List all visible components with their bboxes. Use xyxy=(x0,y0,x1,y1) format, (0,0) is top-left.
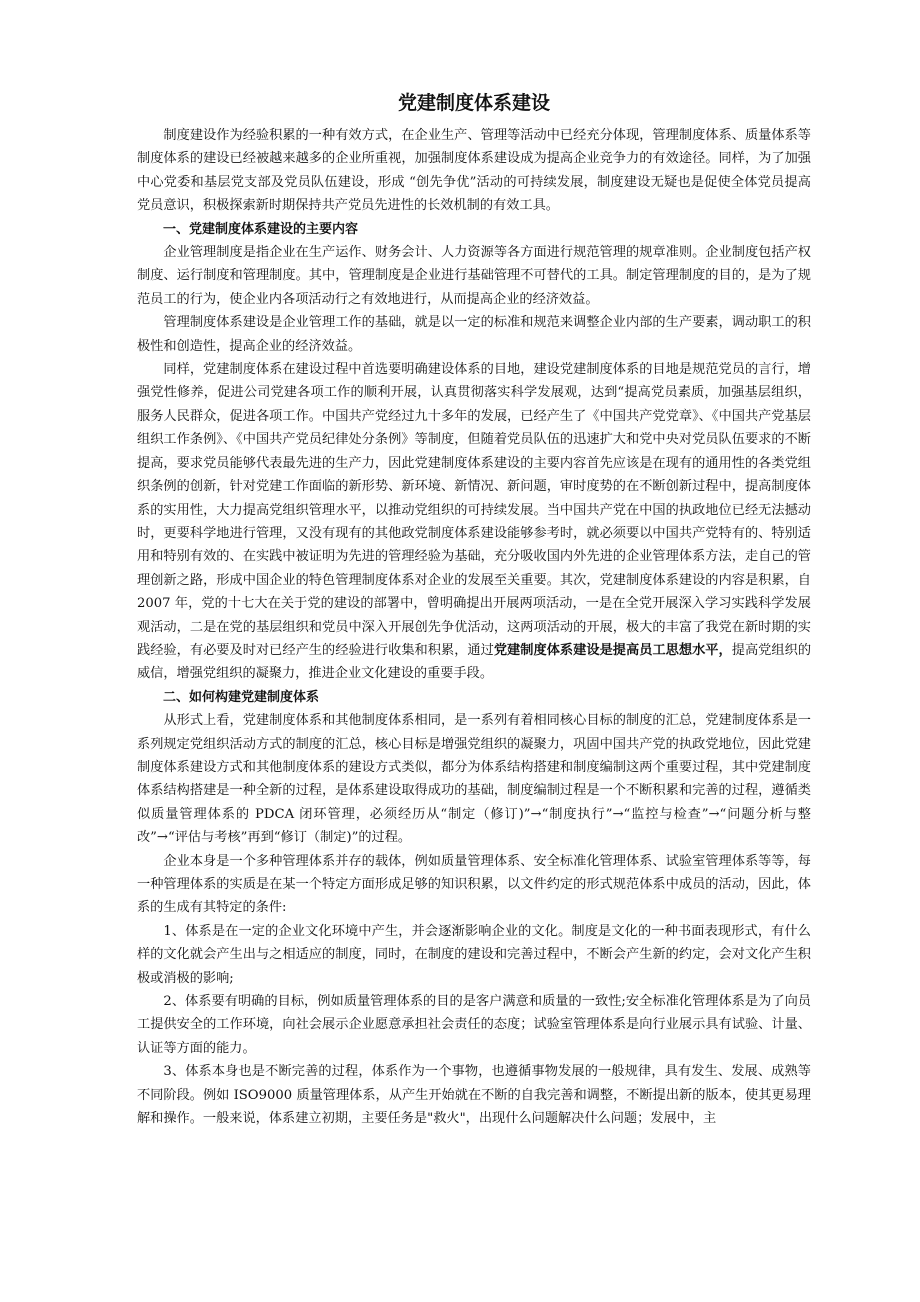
section-2-list-item-3: 3、体系本身也是不断完善的过程，体系作为一个事物，也遵循事物发展的一般规律，具有发生、发展、成熟等不同阶段。例如 ISO9000 质量管理体系，从产生开始就在不断的自我完善和调整，不断提出新的版本，使其更易理解和操作。一般来说，体系建立初期，主要任务是"救火"，出现什么问题解决什么问题；发展中，主 xyxy=(137,1064,811,1127)
section-1-paragraph-2: 管理制度体系建设是企业管理工作的基础，就是以一定的标准和规范来调整企业内部的生产要素，调动职工的积极性和创造性，提高企业的经济效益。 xyxy=(137,315,811,354)
section-2-list-item-2: 2、体系要有明确的目标，例如质量管理体系的目的是客户满意和质量的一致性;安全标准化管理体系是为了向员工提供安全的工作环境，向社会展示企业愿意承担社会责任的态度；试验室管理体系是向行业展示具有试验、计量、认证等方面的能力。 xyxy=(137,994,811,1056)
document-title: 党建制度体系建设 xyxy=(397,92,550,114)
section-1-heading: 一、党建制度体系建设的主要内容 xyxy=(163,221,359,237)
section-2-paragraph-1: 从形式上看，党建制度体系和其他制度体系相同，是一系列有着相同核心目标的制度的汇总，党建制度体系是一系列规定党组织活动方式的制度的汇总，核心目标是增强党组织的凝聚力，巩固中国共产党的执政党地位，因此党建制度体系建设方式和其他制度体系的建设方式类似，都分为体系结构搭建和制度编制这两个重要过程，其中党建制度体系结构搭建是一种全新的过程，是体系建设取得成功的基础，制度编制过程是一个不断积累和完善的过程，遵循类似质量管理体系的 PDCA 闭环管理，必须经历从“制定（修订)”→“制度执行”→“监控与检查”→“问题分析与整改”→“评估与考核”再到“修订（制定)”的过程。 xyxy=(137,713,811,846)
section-1-paragraph-3 xyxy=(137,358,811,686)
section-1-paragraph-3-text: 同样，党建制度体系在建设过程中首选要明确建设体系的目地，建设党建制度体系的目地是规范党员的言行，增强党性修养，促进公司党建各项工作的顺利开展，认真贯彻落实科学发展观，达到“提高党员素质，加强基层组织，服务人民群众，促进各项工作。中国共产党经过九十多年的发展，已经产生了《中国共产党党章》、《中国共产党基层组织工作条例》、《中国共产党员纪律处分条例》等制度，但随着党员队伍的迅速扩大和党中央对党员队伍要求的不断提高，要求党员能够代表最先进的生产力，因此党建制度体系建设的主要内容首先应该是在现有的通用性的各类党组织条例的创新，针对党建工作面临的新形势、新环境、新情况、新问题，审时度势的在不断创新过程中，提高制度体系的实用性，大力提高党组织管理水平，以推动党组织的可持续发展。当中国共产党在中国的执政地位已经无法撼动时，更要科学地进行管理，又没有现有的其他政党制度体系建设能够参考时，就必须要以中国共产党特有的、特别适用和特别有效的、在实践中被证明为先进的管理经验为基础，充分吸收国内外先进的企业管理体系方法，走自己的管理创新之路，形成中国企业的特色管理制度体系对企业的发展至关重要。其次，党建制度体系建设的内容是积累，自 2007 年，党的十七大在关于党的建设的部署中，曾明确提出开展两项活动，一是在全党开展深入学习实践科学发展观活动，二是在党的基层组织和党员中深入开展创先争优活动，这两项活动的开展，极大的丰富了我党在新时期的实践经验，有必要及时对已经产生的经验进行收集和积累，通过 xyxy=(137,362,811,658)
intro-paragraph: 制度建设作为经验积累的一种有效方式，在企业生产、管理等活动中已经充分体现，管理制度体系、质量体系等制度体系的建设已经被越来越多的企业所重视，加强制度体系建设成为提高企业竞争力的有效途径。同样，为了加强中心党委和基层党支部及党员队伍建设，形成 “创先争优”活动的可持续发展，制度建设无疑也是促使全体党员提高党员意识，积极探索新时期保持共产党员先进性的长效机制的有效工具。 xyxy=(137,128,811,214)
document-page xyxy=(137,88,811,1130)
section-2-list-item-1: 1、体系是在一定的企业文化环境中产生，并会逐渐影响企业的文化。制度是文化的一种书面表现形式，有什么样的文化就会产生出与之相适应的制度，同时，在制度的建设和完善过程中，不断会产生新的约定，会对文化产生积极或消极的影响; xyxy=(137,923,811,986)
emphasized-phrase: 党建制度体系建设是提高员工思想水平， xyxy=(493,642,732,658)
section-1-paragraph-3-tail: 提高党组织的威信，增强党组织的凝聚力，推进企业文化建设的重要手段。 xyxy=(137,642,812,682)
section-2-paragraph-2: 企业本身是一个多种管理体系并存的载体，例如质量管理体系、安全标准化管理体系、试验室管理体系等等，每一种管理体系的实质是在某一个特定方面形成足够的知识积累，以文件约定的形式规范体系中成员的活动，因此，体系的生成有其特定的条件: xyxy=(137,853,811,916)
section-2-heading: 二、如何构建党建制度体系 xyxy=(163,689,320,705)
section-1-paragraph-1: 企业管理制度是指企业在生产运作、财务会计、人力资源等各方面进行规范管理的规章准则。企业制度包括产权制度、运行制度和管理制度。其中，管理制度是企业进行基础管理不可替代的工具。制定管理制度的目的，是为了规范员工的行为，使企业内各项活动行之有效地进行，从而提高企业的经济效益。 xyxy=(137,245,811,307)
